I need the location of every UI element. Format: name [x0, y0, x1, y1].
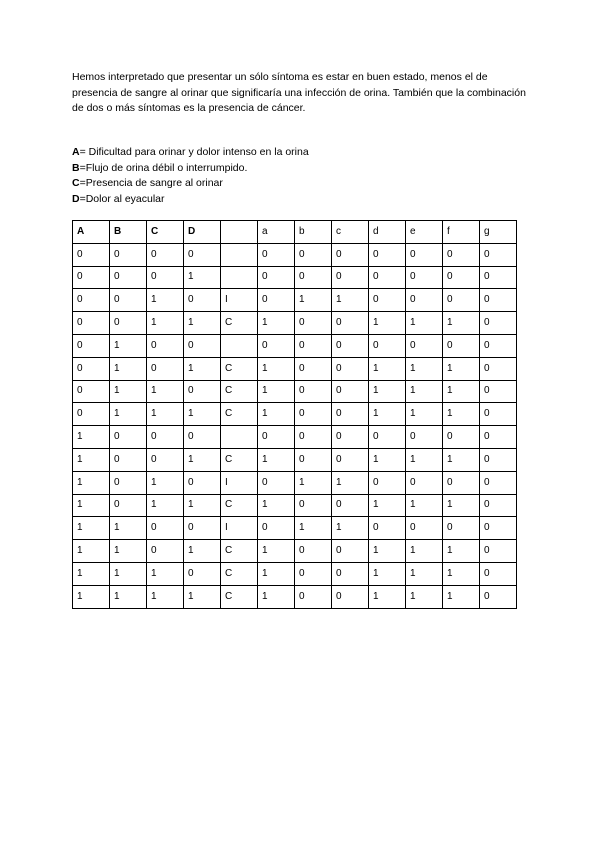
table-cell: 1 — [147, 585, 184, 608]
table-cell: C — [221, 585, 258, 608]
table-cell: 1 — [147, 312, 184, 335]
table-cell: 0 — [369, 289, 406, 312]
table-cell: 0 — [480, 266, 517, 289]
table-cell: 1 — [184, 585, 221, 608]
table-cell: 0 — [332, 266, 369, 289]
table-header-row — [73, 221, 517, 244]
truth-table — [72, 220, 517, 609]
table-cell: 1 — [443, 494, 480, 517]
legend-text: =Presencia de sangre al orinar — [79, 177, 223, 189]
table-cell: 0 — [184, 243, 221, 266]
table-cell: 1 — [406, 357, 443, 380]
table-cell: 1 — [369, 312, 406, 335]
table-cell: 0 — [480, 517, 517, 540]
table-cell: 1 — [184, 357, 221, 380]
column-header: f — [443, 221, 480, 244]
table-cell: 1 — [258, 585, 295, 608]
table-cell: 1 — [73, 426, 110, 449]
table-cell: 1 — [258, 403, 295, 426]
table-row — [73, 243, 517, 266]
column-header: g — [480, 221, 517, 244]
table-cell: 1 — [110, 517, 147, 540]
table-cell — [221, 426, 258, 449]
table-cell — [221, 266, 258, 289]
table-cell: C — [221, 494, 258, 517]
table-cell: 0 — [184, 471, 221, 494]
table-cell: 1 — [258, 380, 295, 403]
table-cell: 0 — [147, 357, 184, 380]
table-cell: 0 — [443, 471, 480, 494]
table-cell: 0 — [332, 334, 369, 357]
table-cell: 0 — [332, 380, 369, 403]
table-cell: 0 — [369, 334, 406, 357]
table-cell: C — [221, 403, 258, 426]
table-cell: 0 — [110, 266, 147, 289]
table-cell: 0 — [480, 334, 517, 357]
legend-item-a — [72, 145, 472, 161]
table-cell: 0 — [332, 403, 369, 426]
column-header: C — [147, 221, 184, 244]
table-cell: 0 — [332, 562, 369, 585]
table-cell: 0 — [480, 243, 517, 266]
legend-key: D — [72, 192, 80, 205]
table-cell: 0 — [110, 494, 147, 517]
table-cell: 1 — [147, 471, 184, 494]
table-cell: 1 — [332, 289, 369, 312]
legend-item-b — [72, 161, 472, 177]
table-row — [73, 426, 517, 449]
table-cell: 1 — [406, 380, 443, 403]
table-cell: 0 — [258, 471, 295, 494]
table-cell: 1 — [406, 494, 443, 517]
table-cell: 0 — [332, 243, 369, 266]
table-cell: 0 — [369, 517, 406, 540]
column-header: d — [369, 221, 406, 244]
column-header: A — [73, 221, 110, 244]
table-cell: 0 — [443, 334, 480, 357]
table-cell: 0 — [73, 243, 110, 266]
table-cell: 0 — [406, 517, 443, 540]
table-cell: C — [221, 448, 258, 471]
table-cell: 0 — [406, 334, 443, 357]
table-cell: 1 — [369, 403, 406, 426]
table-cell: 0 — [369, 426, 406, 449]
table-cell: 0 — [110, 448, 147, 471]
table-cell: 0 — [110, 289, 147, 312]
table-cell: 0 — [110, 243, 147, 266]
table-cell: 1 — [369, 540, 406, 563]
table-cell: 0 — [406, 471, 443, 494]
legend-item-d — [72, 192, 472, 208]
table-cell: 0 — [258, 243, 295, 266]
column-header — [221, 221, 258, 244]
table-cell: 1 — [73, 448, 110, 471]
column-header: b — [295, 221, 332, 244]
table-cell: 0 — [258, 266, 295, 289]
table-cell: 1 — [258, 540, 295, 563]
table-row — [73, 380, 517, 403]
table-cell: 0 — [369, 471, 406, 494]
table-cell: 0 — [406, 266, 443, 289]
table-cell: C — [221, 357, 258, 380]
table-cell: 0 — [184, 426, 221, 449]
table-cell: 0 — [295, 585, 332, 608]
intro-paragraph: Hemos interpretado que presentar un sólo síntoma es estar en buen estado, menos el de presencia de sangre al orinar que significaría una infección de orina. También que la combinación de dos o más síntomas es la presencia de cáncer. — [72, 71, 526, 114]
column-header: e — [406, 221, 443, 244]
table-cell: 1 — [184, 266, 221, 289]
table-cell: 1 — [110, 334, 147, 357]
table-cell: 1 — [332, 517, 369, 540]
table-cell: 0 — [73, 403, 110, 426]
table-cell: 0 — [480, 403, 517, 426]
table-cell: 0 — [443, 517, 480, 540]
table-cell: 1 — [147, 403, 184, 426]
table-cell: 1 — [295, 289, 332, 312]
column-header: B — [110, 221, 147, 244]
table-cell: 0 — [480, 494, 517, 517]
legend-text: = Dificultad para orinar y dolor intenso en la orina — [79, 146, 309, 158]
table-cell: I — [221, 289, 258, 312]
table-cell: C — [221, 312, 258, 335]
table-cell: 0 — [443, 243, 480, 266]
table-cell: 0 — [480, 448, 517, 471]
table-cell: 1 — [110, 540, 147, 563]
table-cell: 0 — [110, 426, 147, 449]
table-cell: 0 — [184, 517, 221, 540]
table-cell: 0 — [332, 357, 369, 380]
table-cell: 0 — [110, 312, 147, 335]
table-row — [73, 585, 517, 608]
table-cell: 0 — [332, 426, 369, 449]
table-cell: C — [221, 540, 258, 563]
table-cell: 1 — [443, 312, 480, 335]
table-cell: 0 — [295, 540, 332, 563]
table-cell: 1 — [406, 540, 443, 563]
table-cell: 0 — [332, 312, 369, 335]
table-cell: 0 — [147, 448, 184, 471]
table-cell: 1 — [110, 585, 147, 608]
table-cell: 0 — [147, 426, 184, 449]
table-cell: 1 — [73, 494, 110, 517]
table-cell: 0 — [480, 380, 517, 403]
table-row — [73, 448, 517, 471]
table-cell: 0 — [73, 380, 110, 403]
column-header: a — [258, 221, 295, 244]
table-cell: 1 — [369, 585, 406, 608]
table-cell: I — [221, 517, 258, 540]
table-cell: 1 — [73, 471, 110, 494]
table-cell: 1 — [73, 585, 110, 608]
table-cell: 1 — [73, 540, 110, 563]
table-cell: 1 — [443, 380, 480, 403]
table-cell: 0 — [480, 312, 517, 335]
table-cell: 0 — [406, 426, 443, 449]
table-cell: 1 — [295, 471, 332, 494]
table-cell: 0 — [295, 312, 332, 335]
table-cell: 0 — [480, 357, 517, 380]
table-cell: 1 — [258, 357, 295, 380]
table-cell: 1 — [147, 494, 184, 517]
table-row — [73, 540, 517, 563]
table-cell: 0 — [147, 334, 184, 357]
table-cell: I — [221, 471, 258, 494]
table-cell: 0 — [332, 585, 369, 608]
legend-key: B — [72, 161, 80, 174]
table-cell: 1 — [369, 562, 406, 585]
table-row — [73, 494, 517, 517]
table-cell: 0 — [406, 243, 443, 266]
table-row — [73, 517, 517, 540]
table-cell: 1 — [184, 494, 221, 517]
table-cell: 0 — [73, 289, 110, 312]
table-cell: 0 — [147, 243, 184, 266]
table-cell: 0 — [73, 357, 110, 380]
table-cell: 0 — [295, 357, 332, 380]
table-cell: 1 — [184, 448, 221, 471]
table-cell: 1 — [110, 562, 147, 585]
table-cell: 1 — [443, 448, 480, 471]
table-cell: 0 — [147, 540, 184, 563]
table-cell: 0 — [480, 540, 517, 563]
symptom-legend — [72, 145, 472, 207]
table-row — [73, 471, 517, 494]
table-cell: 1 — [147, 562, 184, 585]
table-cell: 1 — [184, 312, 221, 335]
table-cell: 0 — [184, 380, 221, 403]
table-cell: 0 — [295, 448, 332, 471]
table-cell: 0 — [295, 334, 332, 357]
table-row — [73, 562, 517, 585]
table-cell: 0 — [480, 426, 517, 449]
table-cell: 0 — [258, 289, 295, 312]
table-cell: 0 — [295, 494, 332, 517]
table-cell: 1 — [369, 494, 406, 517]
table-cell: 1 — [443, 357, 480, 380]
table-row — [73, 403, 517, 426]
table-cell: 0 — [480, 562, 517, 585]
table-cell: 1 — [443, 562, 480, 585]
column-header: c — [332, 221, 369, 244]
table-cell: 1 — [184, 540, 221, 563]
table-cell — [221, 334, 258, 357]
table-cell: 0 — [73, 312, 110, 335]
table-cell: 1 — [73, 562, 110, 585]
table-cell: 0 — [73, 334, 110, 357]
table-cell: 0 — [184, 289, 221, 312]
legend-item-c — [72, 176, 472, 192]
table-cell: 0 — [147, 517, 184, 540]
legend-key: A — [72, 146, 80, 158]
table-cell: 1 — [110, 380, 147, 403]
table-cell: 1 — [443, 585, 480, 608]
table-cell: 0 — [147, 266, 184, 289]
table-cell: 0 — [480, 471, 517, 494]
table-cell: 0 — [406, 289, 443, 312]
table-cell: 1 — [443, 540, 480, 563]
table-cell: 1 — [258, 562, 295, 585]
table-cell: 0 — [443, 289, 480, 312]
table-cell: 1 — [332, 471, 369, 494]
table-cell: 1 — [147, 380, 184, 403]
table-cell: 1 — [147, 289, 184, 312]
legend-key: C — [72, 177, 80, 189]
table-cell: 1 — [184, 403, 221, 426]
table-cell: 0 — [258, 517, 295, 540]
legend-text: =Flujo de orina débil o interrumpido. — [79, 161, 248, 174]
table-cell: 0 — [295, 426, 332, 449]
table-cell: 0 — [295, 243, 332, 266]
table-row — [73, 312, 517, 335]
table-cell: 1 — [295, 517, 332, 540]
table-cell: 0 — [110, 471, 147, 494]
table-cell: C — [221, 380, 258, 403]
table-cell: 0 — [443, 426, 480, 449]
table-row — [73, 334, 517, 357]
table-cell: 1 — [406, 585, 443, 608]
table-cell: 1 — [406, 403, 443, 426]
table-cell: 0 — [332, 540, 369, 563]
table-cell: 1 — [110, 357, 147, 380]
table-cell: 0 — [295, 266, 332, 289]
table-cell: 1 — [369, 448, 406, 471]
table-cell: 0 — [480, 289, 517, 312]
table-cell: 0 — [369, 243, 406, 266]
table-cell: 0 — [184, 334, 221, 357]
table-cell: 1 — [258, 448, 295, 471]
table-cell: 1 — [406, 448, 443, 471]
table-cell: 0 — [73, 266, 110, 289]
table-cell: 1 — [406, 312, 443, 335]
table-cell: 0 — [332, 448, 369, 471]
table-cell — [221, 243, 258, 266]
table-row — [73, 357, 517, 380]
table-cell: 1 — [369, 357, 406, 380]
table-cell: C — [221, 562, 258, 585]
table-cell: 0 — [258, 426, 295, 449]
table-cell: 0 — [443, 266, 480, 289]
table-cell: 0 — [184, 562, 221, 585]
table-body — [73, 243, 517, 608]
table-cell: 0 — [295, 562, 332, 585]
table-cell: 1 — [110, 403, 147, 426]
table-cell: 0 — [480, 585, 517, 608]
table-cell: 0 — [295, 380, 332, 403]
table-cell: 1 — [369, 380, 406, 403]
table-cell: 1 — [73, 517, 110, 540]
legend-text: =Dolor al eyacular — [79, 192, 165, 205]
column-header: D — [184, 221, 221, 244]
table-cell: 1 — [443, 403, 480, 426]
table-cell: 0 — [332, 494, 369, 517]
table-row — [73, 289, 517, 312]
table-cell: 1 — [258, 312, 295, 335]
table-cell: 1 — [258, 494, 295, 517]
table-cell: 0 — [258, 334, 295, 357]
table-cell: 0 — [369, 266, 406, 289]
table-cell: 1 — [406, 562, 443, 585]
table-cell: 0 — [295, 403, 332, 426]
table-row — [73, 266, 517, 289]
